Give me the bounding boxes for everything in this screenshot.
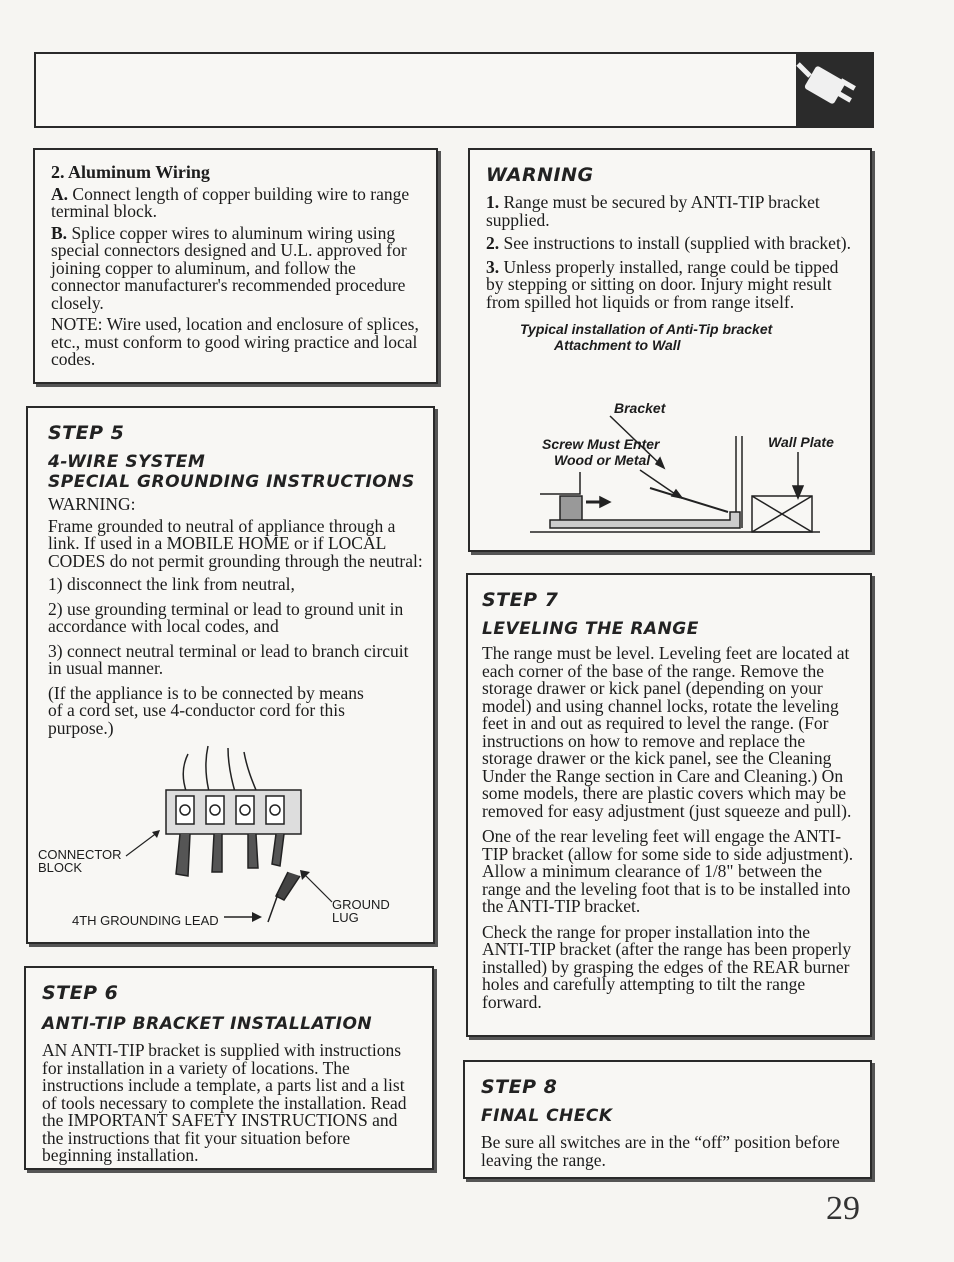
step8-title: FINAL CHECK: [481, 1106, 613, 1126]
step7-para3: Check the range for proper installation into the ANTI-TIP bracket (after the range has been properly installed) by grasping the edges of the REAR burner holes and carefully attempting to tilt the range forward.: [482, 921, 852, 1012]
aluminum-item-a: [51, 183, 424, 221]
connector-arrow: [124, 828, 164, 858]
warning-n2: 2.: [486, 233, 500, 253]
header-banner: [34, 52, 874, 128]
warning-item2: [486, 235, 858, 253]
step6-section: [24, 966, 434, 1170]
item-a-label: A.: [51, 183, 69, 204]
step5-paren: (If the appliance is to be connected by means of a cord set, use 4-conductor cord for this purpose.): [48, 682, 364, 738]
screw-label-line1: Screw Must Enter: [542, 436, 660, 452]
step5-item1: 1) disconnect the link from neutral,: [48, 574, 295, 594]
step8-section: [463, 1060, 872, 1179]
item-b-label: B.: [51, 222, 68, 243]
connector-label-line1: CONNECTOR: [38, 847, 122, 862]
step8-step-label: STEP 8: [481, 1076, 558, 1098]
screw-label-line2: Wood or Metal: [554, 452, 651, 468]
step5-item3: 3) connect neutral terminal or lead to branch circuit in usual manner.: [48, 640, 409, 678]
step5-title2: SPECIAL GROUNDING INSTRUCTIONS: [48, 472, 415, 492]
warning-t2: See instructions to install (supplied with bracket).: [503, 233, 852, 253]
step6-step-label: STEP 6: [42, 982, 119, 1004]
warning-t3: Unless properly installed, range could be tipped by stepping or sitting on door. Injury might result from spilled hot liquids or from range itself.: [486, 256, 839, 312]
header-icon-panel: [796, 54, 872, 126]
warning-n1: 1.: [486, 192, 500, 212]
step6-text: AN ANTI-TIP bracket is supplied with instructions for installation in a variety of locations. The instructions include a template, a parts list and a list of tools necessary to complete the installation. Read the IMPORTANT SAFETY INSTRUCTIONS and the instructions that fit your situation before beginning installation.: [42, 1040, 407, 1165]
step5-item2: 2) use grounding terminal or lead to ground unit in accordance with local codes, and: [48, 598, 404, 636]
step7-section: [466, 573, 872, 1037]
bracket-label: Bracket: [614, 400, 666, 416]
power-plug-icon: [796, 54, 872, 126]
step5-title1: 4-WIRE SYSTEM: [48, 452, 206, 472]
diagram-caption1: Typical installation of Anti-Tip bracket: [520, 321, 773, 337]
step5-section: [26, 406, 435, 944]
ground-label-line1: GROUND: [332, 897, 390, 912]
ground-label-line2: LUG: [332, 910, 359, 925]
connector-label-line2: BLOCK: [38, 860, 83, 875]
warning-item3: [486, 256, 858, 312]
ground-lug-arrow: [298, 868, 334, 904]
grounding-lead-label: 4TH GROUNDING LEAD: [72, 913, 219, 928]
step8-text: Be sure all switches are in the “off” position before leaving the range.: [481, 1132, 840, 1170]
item-b-text: Splice copper wires to aluminum wiring using special connectors designed and U.L. approved for joining copper to aluminum, and follow the connector manufacturer's recommended procedure closely.: [51, 222, 407, 313]
step7-title: LEVELING THE RANGE: [482, 619, 699, 639]
warning-title: WARNING: [486, 164, 594, 186]
aluminum-wiring-section: [33, 148, 438, 384]
ground-lug-label: [332, 898, 390, 924]
step7-step-label: STEP 7: [482, 589, 559, 611]
step7-para2: One of the rear leveling feet will engage the ANTI-TIP bracket (allow for some side to side adjustment). Allow a minimum clearance of 1/8" between the range and the leveling foot that is to be installed into the ANTI-TIP bracket.: [482, 826, 854, 916]
aluminum-title: 2. Aluminum Wiring: [51, 162, 210, 182]
item-a-text: Connect length of copper building wire to range terminal block.: [51, 183, 410, 221]
grounding-lead-arrow: [224, 910, 264, 924]
warning-item1: [486, 194, 858, 229]
warning-t1: Range must be secured by ANTI-TIP bracket supplied.: [486, 192, 820, 230]
step6-title: ANTI-TIP BRACKET INSTALLATION: [42, 1014, 373, 1034]
warning-section: [468, 148, 872, 552]
aluminum-note: NOTE: Wire used, location and enclosure of splices, etc., must conform to good wiring practice and local codes.: [51, 314, 419, 369]
aluminum-item-b: [51, 222, 424, 313]
step7-para1: The range must be level. Leveling feet are located at each corner of the base of the range. Remove the storage drawer or kick panel (depending on your model) and using channel locks, rotate the leveling feet in and out as required to level the range. (For instructions on how to remove and replace the storage drawer or the kick panel, see the Cleaning Under the Range section in Care and Cleaning.) On some models, there are plastic covers which may be removed for easy adjustment (just squeeze and pull).: [482, 643, 852, 821]
step5-intro: Frame grounded to neutral of appliance through a link. If used in a MOBILE HOME or if LOCAL CODES do not permit grounding through the neutral:: [48, 515, 423, 571]
anti-tip-bracket-diagram: [530, 412, 830, 538]
step5-warning: WARNING:: [48, 494, 136, 514]
diagram-caption2: Attachment to Wall: [554, 337, 681, 353]
page-number: 29: [826, 1190, 860, 1227]
step5-step-label: STEP 5: [48, 422, 125, 444]
connector-label: [38, 848, 122, 874]
wall-plate-label: Wall Plate: [768, 434, 834, 450]
warning-n3: 3.: [486, 256, 500, 277]
